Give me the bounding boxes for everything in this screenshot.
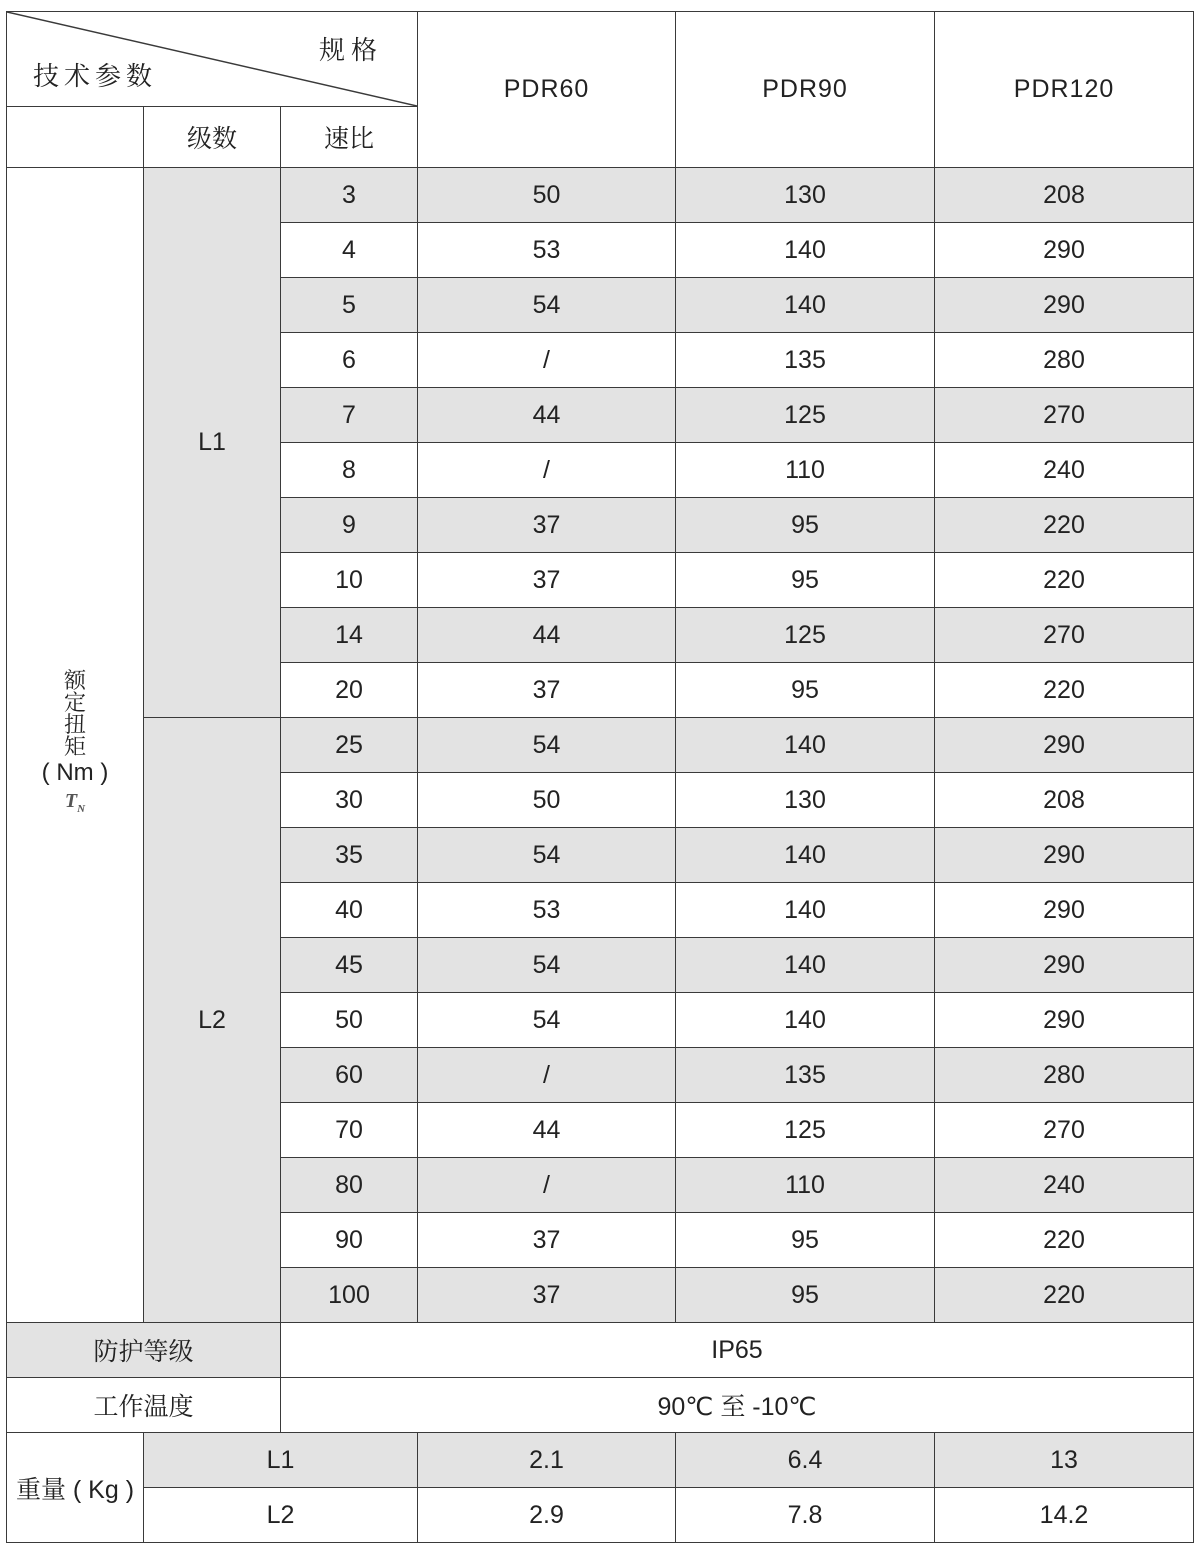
torque-value-cell: 95 — [676, 553, 935, 608]
torque-value-cell: 110 — [676, 443, 935, 498]
torque-value-cell: / — [418, 333, 676, 388]
torque-value-cell: 54 — [418, 993, 676, 1048]
torque-value-cell: 140 — [676, 938, 935, 993]
torque-value-cell: 53 — [418, 883, 676, 938]
rated-torque-label — [42, 670, 109, 820]
ratio-cell: 80 — [281, 1158, 418, 1213]
torque-value-cell: 44 — [418, 388, 676, 443]
ratio-cell: 100 — [281, 1268, 418, 1323]
torque-value-cell: 53 — [418, 223, 676, 278]
torque-value-cell: / — [418, 1048, 676, 1103]
torque-value-cell: 140 — [676, 993, 935, 1048]
torque-value-cell: 95 — [676, 1213, 935, 1268]
ratio-cell: 9 — [281, 498, 418, 553]
torque-value-cell: 37 — [418, 1268, 676, 1323]
torque-value-cell: 140 — [676, 883, 935, 938]
weight-value-cell: 7.8 — [676, 1488, 935, 1543]
torque-label-char: 额 — [63, 668, 86, 693]
torque-value-cell: 280 — [935, 333, 1194, 388]
torque-value-cell: 220 — [935, 553, 1194, 608]
weight-value-cell: 14.2 — [935, 1488, 1194, 1543]
temperature-value: 90℃ 至 -10℃ — [281, 1378, 1194, 1433]
torque-value-cell: 50 — [418, 773, 676, 828]
ratio-cell: 5 — [281, 278, 418, 333]
ratio-cell: 6 — [281, 333, 418, 388]
ratio-cell: 14 — [281, 608, 418, 663]
torque-label-char: 矩 — [63, 734, 86, 759]
spec-header-label: 规格 — [319, 35, 384, 65]
protection-label: 防护等级 — [7, 1323, 281, 1378]
torque-value-cell: 290 — [935, 718, 1194, 773]
torque-value-cell: 110 — [676, 1158, 935, 1213]
header-corner-cell — [7, 12, 418, 107]
torque-value-cell: 54 — [418, 938, 676, 993]
torque-value-cell: 220 — [935, 498, 1194, 553]
torque-value-cell: 240 — [935, 443, 1194, 498]
weight-value-cell: 13 — [935, 1433, 1194, 1488]
torque-symbol — [42, 790, 109, 820]
torque-value-cell: 50 — [418, 168, 676, 223]
header-blank-cell — [7, 107, 144, 168]
torque-value-cell: 270 — [935, 388, 1194, 443]
torque-value-cell: 125 — [676, 388, 935, 443]
torque-value-cell: 37 — [418, 498, 676, 553]
table-row — [7, 718, 1194, 773]
torque-value-cell: 37 — [418, 1213, 676, 1268]
table-row — [7, 168, 1194, 223]
stage-cell-l1: L1 — [144, 168, 281, 718]
torque-symbol-sub: N — [77, 803, 86, 815]
torque-value-cell: 44 — [418, 1103, 676, 1158]
torque-value-cell: 240 — [935, 1158, 1194, 1213]
torque-value-cell: 135 — [676, 333, 935, 388]
torque-value-cell: 44 — [418, 608, 676, 663]
torque-value-cell: 95 — [676, 498, 935, 553]
torque-value-cell: 95 — [676, 1268, 935, 1323]
temperature-label: 工作温度 — [7, 1378, 281, 1433]
model-header-pdr90: PDR90 — [676, 12, 935, 168]
stage-header: 级数 — [144, 107, 281, 168]
torque-value-cell: 290 — [935, 828, 1194, 883]
torque-value-cell: 208 — [935, 168, 1194, 223]
ratio-cell: 60 — [281, 1048, 418, 1103]
stage-cell-l2: L2 — [144, 718, 281, 1323]
weight-stage-cell: L1 — [144, 1433, 418, 1488]
torque-value-cell: 270 — [935, 1103, 1194, 1158]
torque-value-cell: 37 — [418, 553, 676, 608]
torque-value-cell: 290 — [935, 938, 1194, 993]
weight-value-cell: 2.1 — [418, 1433, 676, 1488]
ratio-cell: 25 — [281, 718, 418, 773]
torque-value-cell: 54 — [418, 828, 676, 883]
temperature-row — [7, 1378, 1194, 1433]
ratio-cell: 7 — [281, 388, 418, 443]
torque-value-cell: 130 — [676, 168, 935, 223]
torque-value-cell: 140 — [676, 828, 935, 883]
torque-unit: ( Nm ) — [41, 759, 109, 786]
model-header-pdr120: PDR120 — [935, 12, 1194, 168]
ratio-cell: 40 — [281, 883, 418, 938]
torque-label-char: 扭 — [63, 712, 86, 737]
weight-value-cell: 6.4 — [676, 1433, 935, 1488]
torque-value-cell: 54 — [418, 278, 676, 333]
ratio-cell: 90 — [281, 1213, 418, 1268]
ratio-cell: 70 — [281, 1103, 418, 1158]
torque-value-cell: 220 — [935, 1268, 1194, 1323]
torque-value-cell: 135 — [676, 1048, 935, 1103]
ratio-cell: 3 — [281, 168, 418, 223]
torque-value-cell: 95 — [676, 663, 935, 718]
ratio-cell: 35 — [281, 828, 418, 883]
torque-value-cell: 290 — [935, 883, 1194, 938]
torque-value-cell: 290 — [935, 993, 1194, 1048]
torque-value-cell: 220 — [935, 663, 1194, 718]
model-header-pdr60: PDR60 — [418, 12, 676, 168]
torque-value-cell: 208 — [935, 773, 1194, 828]
weight-row — [7, 1488, 1194, 1543]
torque-value-cell: 54 — [418, 718, 676, 773]
torque-value-cell: 220 — [935, 1213, 1194, 1268]
torque-value-cell: 140 — [676, 223, 935, 278]
ratio-header: 速比 — [281, 107, 418, 168]
torque-value-cell: 130 — [676, 773, 935, 828]
torque-value-cell: / — [418, 1158, 676, 1213]
weight-row — [7, 1433, 1194, 1488]
torque-value-cell: 290 — [935, 223, 1194, 278]
ratio-cell: 50 — [281, 993, 418, 1048]
ratio-cell: 10 — [281, 553, 418, 608]
torque-value-cell: 140 — [676, 718, 935, 773]
ratio-cell: 4 — [281, 223, 418, 278]
weight-value-cell: 2.9 — [418, 1488, 676, 1543]
torque-value-cell: 125 — [676, 1103, 935, 1158]
ratio-cell: 20 — [281, 663, 418, 718]
weight-stage-cell: L2 — [144, 1488, 418, 1543]
torque-value-cell: 37 — [418, 663, 676, 718]
weight-label: 重量 ( Kg ) — [7, 1433, 144, 1543]
torque-value-cell: 290 — [935, 278, 1194, 333]
protection-row — [7, 1323, 1194, 1378]
protection-value: IP65 — [281, 1323, 1194, 1378]
torque-label-char: 定 — [63, 690, 86, 715]
torque-value-cell: 125 — [676, 608, 935, 663]
param-header-label: 技术参数 — [33, 61, 158, 91]
torque-value-cell: 140 — [676, 278, 935, 333]
ratio-cell: 30 — [281, 773, 418, 828]
torque-value-cell: 270 — [935, 608, 1194, 663]
torque-value-cell: / — [418, 443, 676, 498]
spec-table — [6, 11, 1194, 1543]
ratio-cell: 8 — [281, 443, 418, 498]
rated-torque-label-cell — [7, 168, 144, 1323]
ratio-cell: 45 — [281, 938, 418, 993]
torque-value-cell: 280 — [935, 1048, 1194, 1103]
torque-symbol-main: T — [64, 790, 78, 812]
